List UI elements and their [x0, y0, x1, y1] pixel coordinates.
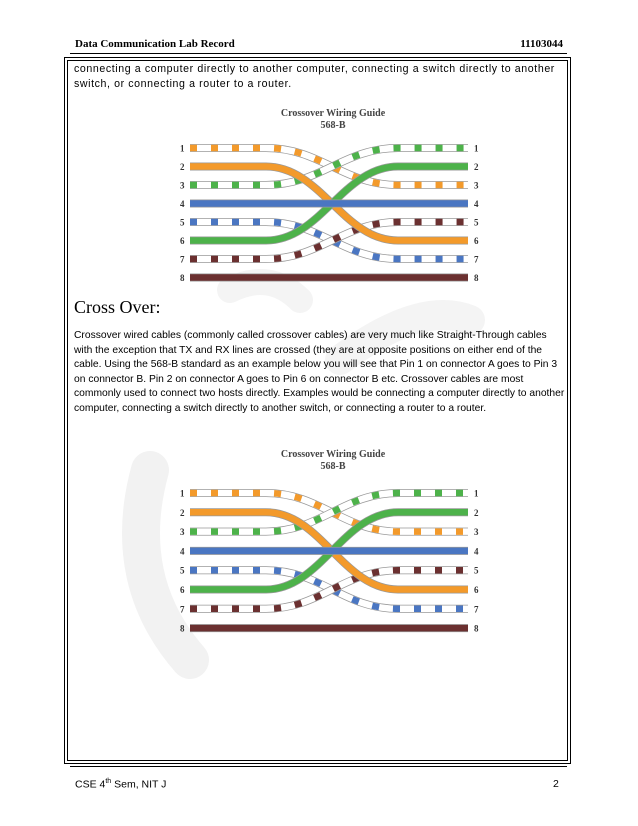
left-pin-label: 3 — [180, 180, 185, 191]
left-pin-label: 2 — [180, 507, 185, 518]
footer-course: CSE 4th Sem, NIT J — [75, 778, 167, 791]
section-heading: Cross Over: — [74, 297, 161, 317]
footer-rule — [70, 766, 567, 767]
right-pin-label: 5 — [474, 565, 479, 576]
right-pin-label: 6 — [474, 236, 479, 246]
right-pin-label: 1 — [474, 143, 479, 154]
right-pin-label: 3 — [474, 180, 479, 191]
left-pin-label: 6 — [180, 585, 185, 595]
crossover-description: Crossover wired cables (commonly called crossover cables) are very much like Straight-Through cables with the exception that TX and RX lines are crossed (they are at opposite positions on either end of the cable. Using the 568-B standard as an example below you will see that Pin 1 on connector A goes to Pin 3 on connector B. Pin 2 on connector A goes to Pin 6 on connector B etc. Crossover cables are most commonly used to connect two hosts directly. Examples would be connecting a computer directly to another computer, connecting a switch directly to another switch, or connecting a router to a router. — [74, 330, 565, 414]
left-pin-label: 8 — [180, 273, 185, 283]
left-pin-label: 4 — [180, 546, 185, 557]
intro-paragraph: connecting a computer directly to another computer, connecting a switch directly to another switch, or connecting a router to a router. — [74, 63, 555, 90]
right-pin-label: 4 — [474, 199, 479, 209]
left-pin-label: 6 — [180, 236, 185, 246]
right-pin-label: 2 — [474, 507, 479, 518]
right-pin-label: 7 — [474, 254, 479, 265]
left-pin-label: 3 — [180, 527, 185, 538]
right-pin-label: 8 — [474, 623, 479, 634]
diagram-subtitle: 568-B — [320, 120, 346, 131]
right-pin-label: 2 — [474, 162, 479, 172]
right-pin-label: 4 — [474, 546, 479, 557]
left-pin-label: 1 — [180, 488, 185, 499]
left-pin-label: 8 — [180, 623, 185, 634]
right-pin-label: 5 — [474, 217, 479, 228]
page-number: 2 — [553, 778, 559, 790]
right-pin-label: 7 — [474, 604, 479, 615]
left-pin-label: 4 — [180, 199, 185, 209]
left-pin-label: 5 — [180, 217, 185, 228]
crossover-wiring-diagram — [178, 104, 488, 284]
right-pin-label: 1 — [474, 488, 479, 499]
crossover-wiring-diagram-2 — [178, 445, 488, 640]
left-pin-label: 7 — [180, 604, 185, 615]
right-pin-label: 6 — [474, 585, 479, 595]
right-pin-label: 3 — [474, 527, 479, 538]
header-roll-number: 11103044 — [520, 38, 563, 50]
header-title: Data Communication Lab Record — [75, 38, 235, 50]
left-pin-label: 5 — [180, 565, 185, 576]
diagram-title: Crossover Wiring Guide — [280, 108, 386, 119]
left-pin-label: 1 — [180, 143, 185, 154]
right-pin-label: 8 — [474, 273, 479, 283]
diagram-title: Crossover Wiring Guide — [280, 449, 386, 460]
left-pin-label: 2 — [180, 162, 185, 172]
left-pin-label: 7 — [180, 254, 185, 265]
diagram-subtitle: 568-B — [320, 461, 346, 472]
